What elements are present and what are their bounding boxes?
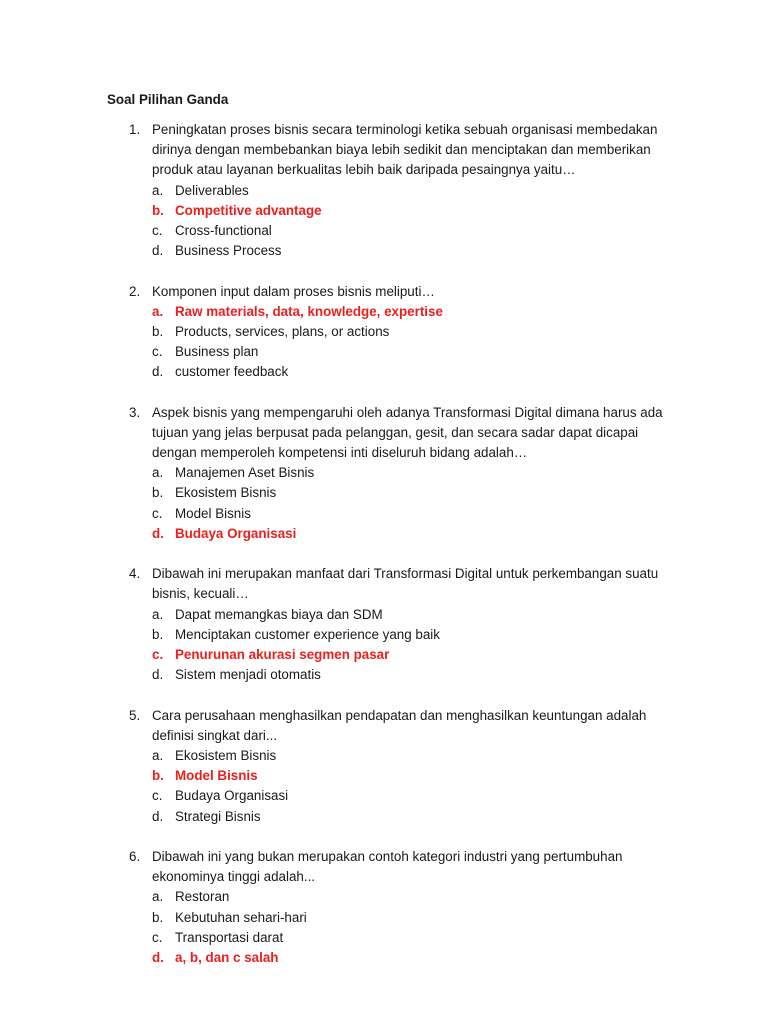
correct-answer-option — [0, 645, 768, 665]
answer-option — [0, 221, 768, 241]
option-text: Strategi Bisnis — [175, 808, 261, 824]
option-list — [0, 887, 768, 968]
option-text: Ekosistem Bisnis — [175, 747, 277, 763]
option-letter: b. — [152, 202, 164, 218]
option-letter: d. — [152, 808, 164, 824]
answer-option — [0, 928, 768, 948]
option-letter: b. — [152, 485, 164, 501]
option-letter: b. — [152, 323, 164, 339]
question-number: 1. — [129, 122, 141, 137]
answer-option — [0, 483, 768, 503]
answer-option — [0, 665, 768, 685]
option-text: customer feedback — [175, 364, 289, 380]
option-text: Penurunan akurasi segmen pasar — [175, 647, 390, 663]
option-list — [0, 302, 768, 383]
option-list — [0, 181, 768, 262]
answer-option — [0, 625, 768, 645]
question-number: 6. — [129, 848, 141, 864]
option-letter: c. — [152, 788, 163, 804]
question-item — [0, 120, 768, 261]
option-letter: d. — [152, 667, 164, 683]
correct-answer-option — [0, 201, 768, 221]
option-letter: a. — [152, 465, 164, 481]
answer-option — [0, 342, 768, 362]
option-text: Kebutuhan sehari-hari — [175, 909, 307, 925]
option-letter: d. — [152, 364, 164, 380]
option-text: Dapat memangkas biaya dan SDM — [175, 606, 383, 622]
option-letter: c. — [152, 647, 164, 663]
correct-answer-option — [0, 766, 768, 786]
option-text: Business Process — [175, 243, 282, 259]
answer-option — [0, 786, 768, 806]
question-text: Dibawah ini yang bukan merupakan contoh kategori industri yang pertumbuhan ekonominya tinggi adalah... — [152, 848, 623, 885]
option-letter: a. — [152, 182, 164, 198]
correct-answer-option — [0, 302, 768, 322]
option-text: Deliverables — [175, 182, 249, 198]
option-text: Ekosistem Bisnis — [175, 485, 277, 501]
option-text: Competitive advantage — [175, 202, 322, 218]
document-title: Soal Pilihan Ganda — [107, 92, 229, 107]
answer-option — [0, 463, 768, 483]
answer-option — [0, 605, 768, 625]
option-letter: d. — [152, 949, 164, 965]
option-letter: b. — [152, 909, 164, 925]
option-letter: d. — [152, 525, 164, 541]
answer-option — [0, 887, 768, 907]
option-text: a, b, dan c salah — [175, 949, 279, 965]
question-list — [0, 120, 768, 988]
option-letter: c. — [152, 505, 163, 521]
question-number: 3. — [129, 404, 141, 420]
answer-option — [0, 322, 768, 342]
option-text: Products, services, plans, or actions — [175, 323, 390, 339]
option-letter: c. — [152, 344, 163, 360]
question-item — [0, 403, 768, 544]
option-list — [0, 605, 768, 686]
option-letter: c. — [152, 929, 163, 945]
question-text: Komponen input dalam proses bisnis meliputi… — [152, 283, 435, 299]
option-text: Transportasi darat — [175, 929, 284, 945]
answer-option — [0, 241, 768, 261]
option-text: Menciptakan customer experience yang baik — [175, 626, 440, 642]
option-text: Budaya Organisasi — [175, 525, 297, 541]
answer-option — [0, 181, 768, 201]
question-number: 2. — [129, 283, 141, 299]
question-number: 4. — [129, 566, 141, 582]
option-text: Model Bisnis — [175, 768, 258, 784]
answer-option — [0, 362, 768, 382]
answer-option — [0, 504, 768, 524]
option-text: Manajemen Aset Bisnis — [175, 465, 315, 481]
option-letter: a. — [152, 606, 164, 622]
question-item — [0, 847, 768, 968]
correct-answer-option — [0, 524, 768, 544]
question-text: Aspek bisnis yang mempengaruhi oleh adanya Transformasi Digital dimana harus ada tujuan yang jelas berpusat pada pelanggan, gesit, dan secara sadar dapat dicapai dengan memperoleh kompetensi inti diseluruh bidang adalah… — [152, 404, 663, 461]
option-text: Cross-functional — [175, 222, 272, 238]
option-text: Model Bisnis — [175, 505, 251, 521]
option-letter: a. — [152, 747, 164, 763]
option-letter: b. — [152, 626, 164, 642]
question-text: Cara perusahaan menghasilkan pendapatan dan menghasilkan keuntungan adalah definisi singkat dari... — [152, 707, 647, 743]
option-letter: d. — [152, 243, 164, 259]
option-letter: c. — [152, 222, 163, 238]
option-letter: a. — [152, 303, 164, 319]
option-text: Budaya Organisasi — [175, 788, 289, 804]
question-number: 5. — [129, 707, 141, 723]
question-item — [0, 706, 768, 827]
answer-option — [0, 746, 768, 766]
option-text: Restoran — [175, 889, 230, 905]
option-letter: a. — [152, 889, 164, 905]
question-text: Peningkatan proses bisnis secara terminologi ketika sebuah organisasi membedakan dirinya dengan membebankan biaya lebih sedikit dan menciptakan dan memberikan produk atau layanan berkualitas lebih baik daripada pesaingnya yaitu… — [152, 122, 658, 178]
option-text: Raw materials, data, knowledge, expertise — [175, 303, 443, 319]
question-item — [0, 282, 768, 383]
question-text: Dibawah ini merupakan manfaat dari Transformasi Digital untuk perkembangan suatu bisnis, kecuali… — [152, 566, 659, 602]
option-text: Business plan — [175, 344, 259, 360]
answer-option — [0, 908, 768, 928]
question-item — [0, 564, 768, 685]
option-letter: b. — [152, 768, 164, 784]
answer-option — [0, 807, 768, 827]
option-text: Sistem menjadi otomatis — [175, 667, 321, 683]
option-list — [0, 463, 768, 544]
option-list — [0, 746, 768, 827]
correct-answer-option — [0, 948, 768, 968]
